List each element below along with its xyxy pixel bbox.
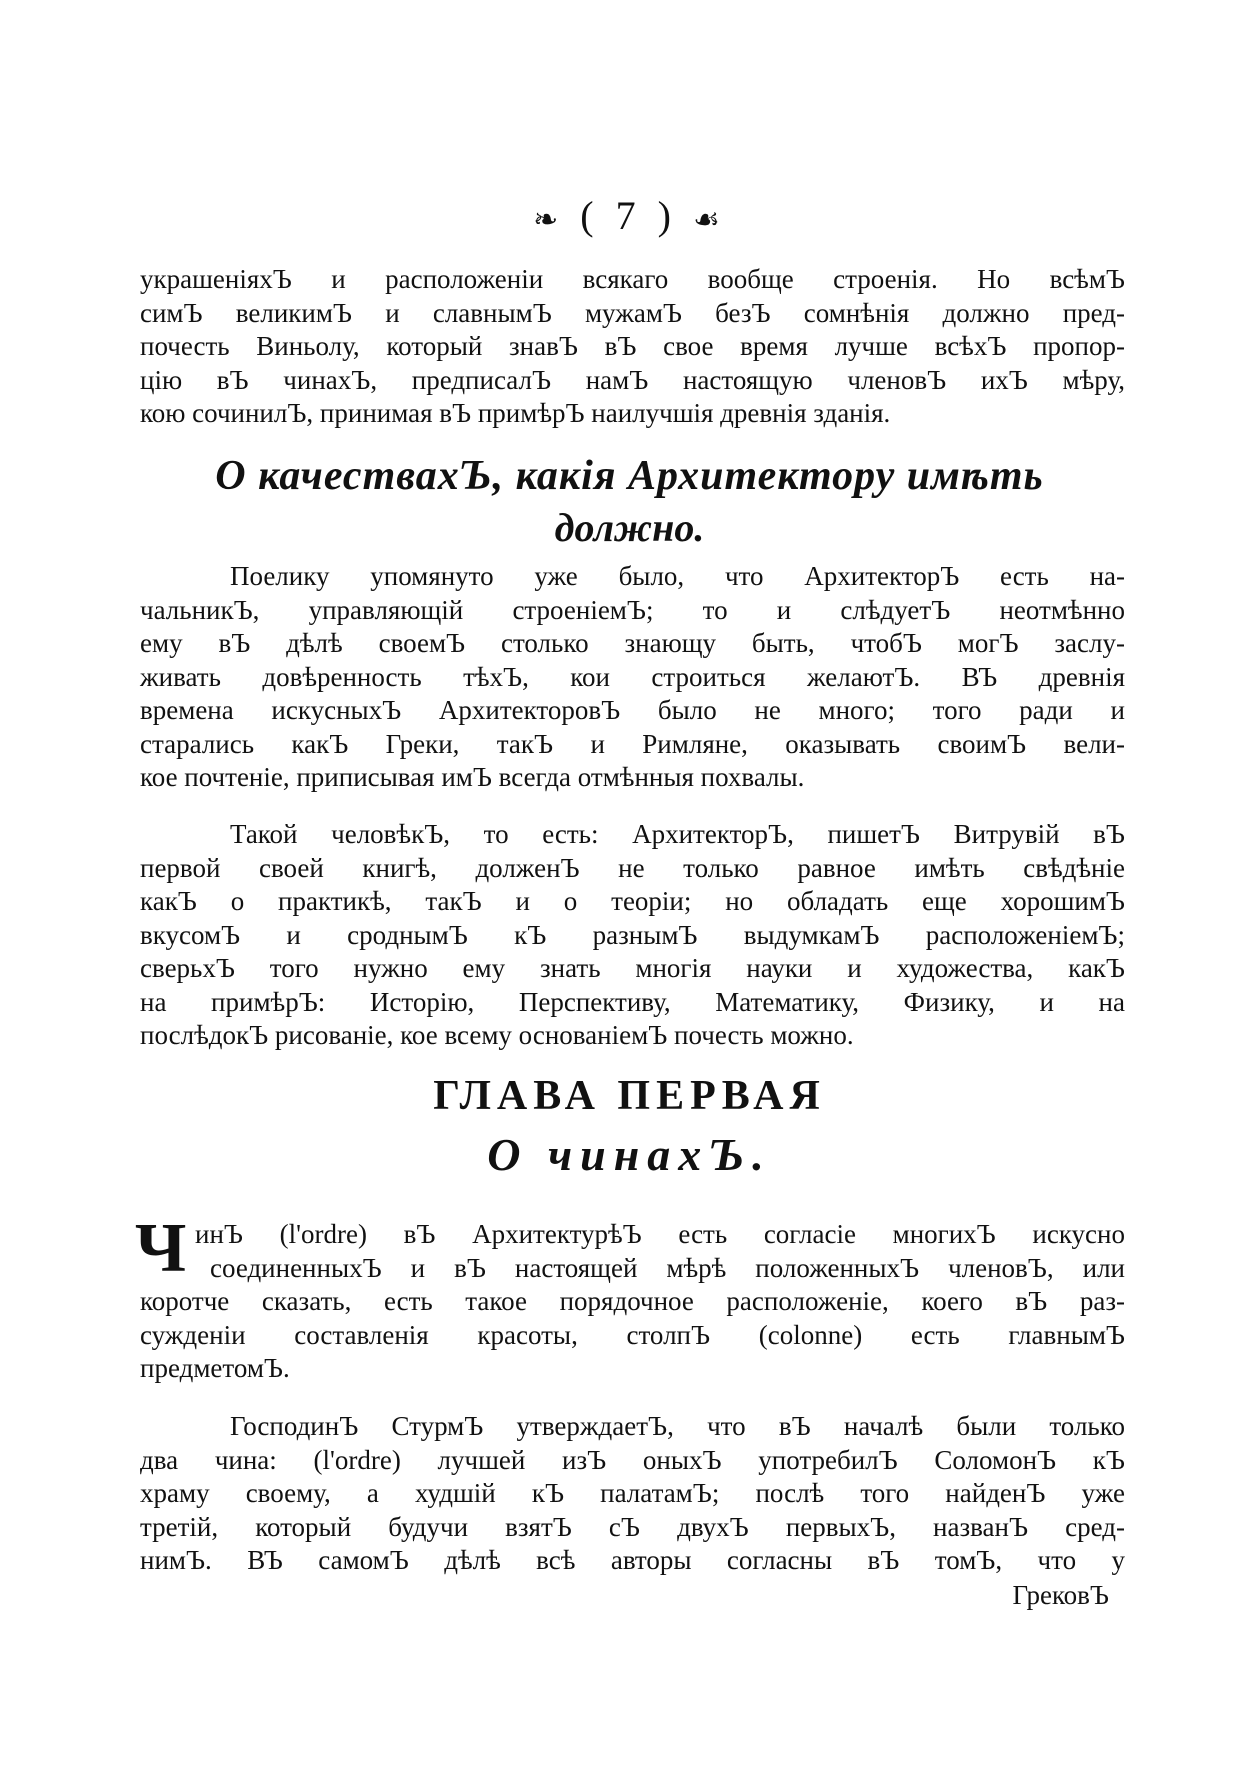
text-line: сверьхЪ того нужно ему знать многія науки и художества, какЪ [140, 953, 1125, 983]
text-line: соединенныхЪ и вЪ настоящей мѣрѣ положенныхЪ членовЪ, или [210, 1252, 1125, 1283]
text-line: вкусомЪ и сроднымЪ кЪ разнымЪ выдумкамЪ расположеніемЪ; [140, 919, 1125, 950]
text-line: Поелику упомянуто уже было, что АрхитекторЪ есть на- [230, 561, 1125, 591]
catchword: ГрековЪ [1012, 1580, 1109, 1610]
chapter-subtitle: О чинахЪ. [487, 1129, 772, 1180]
paragraph-3 [140, 818, 1125, 1053]
paragraph-4 [140, 1218, 1125, 1386]
intro-paragraph [140, 263, 1125, 431]
text-line: ему вЪ дѣлѣ своемЪ столько знающу быть, чтобЪ могЪ заслу- [140, 628, 1125, 658]
text-line: старались какЪ Греки, такЪ и Римляне, оказывать своимЪ вели- [140, 728, 1125, 759]
text-line: инЪ (l'ordre) вЪ АрхитектурѣЪ есть согласіе многихЪ искусно [195, 1219, 1125, 1249]
chapter-title: ГЛАВА ПЕРВАЯ [433, 1073, 826, 1119]
text-line: цію вЪ чинахЪ, предписалЪ намЪ настоящую членовЪ ихЪ мѣру, [140, 364, 1125, 395]
text-line: живать довѣренность тѣхЪ, кои строиться желаютЪ. ВЪ древнія [140, 661, 1125, 692]
text-line: ГосподинЪ СтурмЪ утверждаетЪ, что вЪ началѣ были только [230, 1411, 1125, 1441]
text-line: третій, который будучи взятЪ сЪ двухЪ первыхЪ, названЪ сред- [140, 1511, 1125, 1542]
text-line: Такой человѣкЪ, то есть: АрхитекторЪ, пишетЪ Витрувій вЪ [230, 819, 1125, 849]
text-line: симЪ великимЪ и славнымЪ мужамЪ безЪ сомнѣнія должно пред- [140, 297, 1125, 328]
text-line: храму своему, а худшій кЪ палатамЪ; послѣ того найденЪ уже [140, 1478, 1125, 1508]
text-line: кое почтеніе, приписывая имЪ всегда отмѣнныя похвалы. [140, 762, 805, 792]
text-line: почесть Виньолу, который знавЪ вЪ свое время лучше всѣхЪ пропор- [140, 331, 1125, 361]
text-line: предметомЪ. [140, 1353, 290, 1383]
section-heading-line-2: должно. [554, 505, 705, 550]
right-ornament-icon: ☙ [692, 203, 726, 237]
text-line: первой своей книгѣ, долженЪ не только равное имѣть свѣдѣніе [140, 852, 1125, 883]
text-line: коротче сказать, есть такое порядочное расположеніе, коего вЪ раз- [140, 1286, 1125, 1316]
section-heading-line-1: О качествахЪ, какія Архитектору имѣть [215, 453, 1044, 499]
paragraph-5 [140, 1410, 1125, 1578]
paragraph-2 [140, 560, 1125, 795]
text-line: нимЪ. ВЪ самомЪ дѣлѣ всѣ авторы согласны вЪ томЪ, что у [140, 1545, 1125, 1575]
text-line: какЪ о практикѣ, такЪ и о теоріи; но обладать еще хорошимЪ [140, 886, 1125, 916]
drop-cap: Ч [135, 1210, 187, 1287]
text-line: кою сочинилЪ, принимая вЪ примѣрЪ наилучшія древнія зданія. [140, 398, 891, 428]
page-number: ( 7 ) [580, 193, 677, 238]
text-line: чальникЪ, управляющій строеніемЪ; то и слѣдуетЪ неотмѣнно [140, 594, 1125, 625]
text-line: времена искусныхЪ АрхитекторовЪ было не много; того ради и [140, 695, 1125, 725]
text-line: украшеніяхЪ и расположеніи всякаго вообще строенія. Но всѣмЪ [140, 264, 1125, 294]
left-ornament-icon: ❧ [533, 203, 565, 237]
text-line: сужденіи составленія красоты, столпЪ (colonne) есть главнымЪ [140, 1319, 1125, 1350]
text-line: послѣдокЪ рисованіе, кое всему основаніемЪ почесть можно. [140, 1020, 854, 1050]
text-line: два чина: (l'ordre) лучшей изЪ оныхЪ употребилЪ СоломонЪ кЪ [140, 1444, 1125, 1475]
text-line: на примѣрЪ: Исторію, Перспективу, Математику, Физику, и на [140, 986, 1125, 1017]
page-header [0, 192, 1259, 239]
